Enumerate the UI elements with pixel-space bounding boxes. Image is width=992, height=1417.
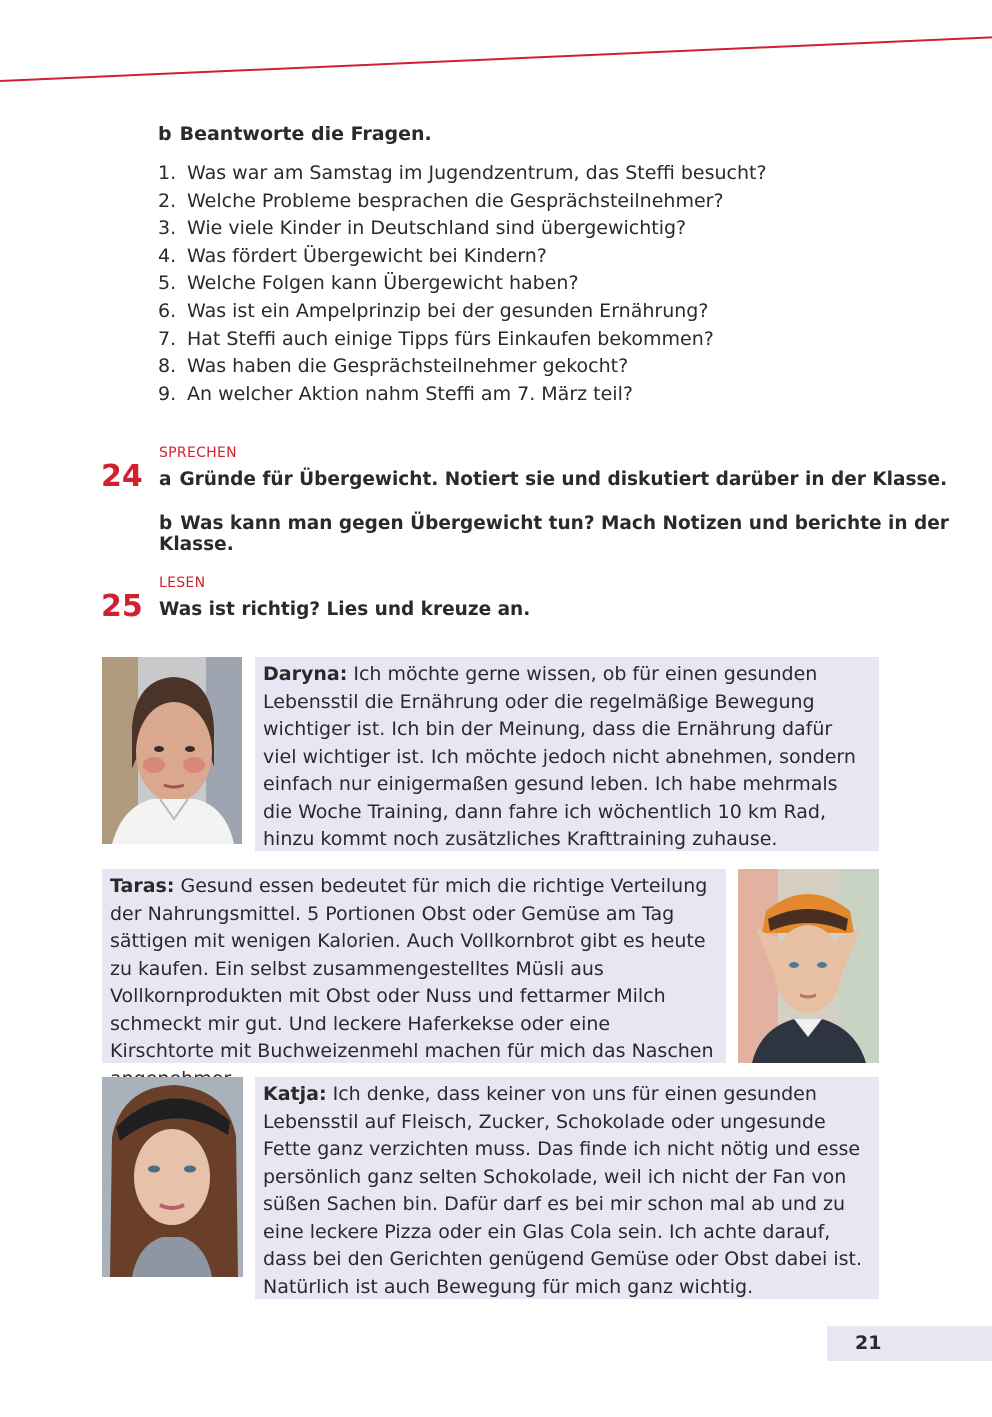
portrait-image (102, 1077, 243, 1277)
question-number: 9. (158, 382, 177, 405)
daryna-card (255, 657, 879, 851)
header-rule (0, 35, 992, 82)
daryna-photo (102, 657, 242, 844)
list-item (158, 215, 767, 243)
section-b-label: b (158, 123, 172, 145)
question-list (158, 160, 767, 408)
task-text: Gründe für Übergewicht. Notiert sie und diskutiert darüber in der Klasse. (179, 469, 948, 490)
daryna-text: Ich möchte gerne wissen, ob für einen gesunden Lebensstil die Ernährung oder die regelmäßige Bewegung wichtiger ist. Ich bin der Meinung, dass die Ernährung dafür viel wichtiger ist. Ich möchte jedoch nicht abnehmen, sondern einfach nur einigermaßen gesund leben. Ich habe mehrmals die Woche Training, dann fahre ich wöchentlich 10 km Rad, hinzu kommt noch zusätzliches Krafttraining zuhause. (263, 663, 856, 850)
task-25: Was ist richtig? Lies und kreuze an. (159, 599, 531, 620)
task-label: a (159, 469, 172, 490)
exercise-number-24: 24 (101, 459, 143, 494)
taras-photo (738, 869, 879, 1063)
katja-text: Ich denke, dass keiner von uns für einen gesunden Lebensstil auf Fleisch, Zucker, Schokolade oder ungesunde Fette ganz verzichten muss. Das finde ich nicht nötig und esse persönlich ganz selten Schokolade, weil ich nicht der Fan von süßen Sachen bin. Dafür darf es bei mir schon mal ab und zu eine leckere Pizza oder ein Glas Cola sein. Ich achte darauf, dass bei den Gerichten genügend Gemüse oder Obst dabei ist. Natürlich ist auch Bewegung für mich ganz wichtig. (263, 1083, 863, 1298)
section-b-title: Beantworte die Fragen. (179, 123, 432, 145)
list-item (158, 160, 767, 188)
question-number: 1. (158, 162, 177, 184)
katja-card (255, 1077, 879, 1299)
page-number-box (827, 1326, 992, 1361)
exercise-number-25: 25 (101, 589, 143, 624)
section-tag-sprechen: SPRECHEN (159, 445, 237, 461)
task-label: b (159, 513, 173, 534)
katja-photo (102, 1077, 243, 1277)
task-24a (159, 469, 947, 490)
question-text: Welche Probleme besprachen die Gesprächsteilnehmer? (187, 189, 724, 212)
question-text: Was haben die Gesprächsteilnehmer gekocht? (187, 355, 629, 378)
katja-name: Katja: (263, 1083, 327, 1105)
taras-card (102, 869, 726, 1063)
question-text: Hat Steffi auch einige Tipps fürs Einkaufen bekommen? (187, 327, 714, 350)
list-item (158, 353, 767, 381)
taras-name: Taras: (110, 875, 175, 897)
question-number: 4. (158, 244, 177, 267)
taras-text: Gesund essen bedeutet für mich die richtige Verteilung der Nahrungsmittel. 5 Portionen Obst oder Gemüse am Tag sättigen mit wenigen Kalorien. Auch Vollkornbrot gibt es heute zu kaufen. Ein selbst zusammengestelltes Müsli aus Vollkornprodukten mit Obst oder Nuss und fettarmer Milch schmeckt mir gut. Und leckere Haferkekse oder eine Kirschtorte mit Buchweizenmehl machen für mich das Naschen (110, 875, 714, 1062)
list-item (158, 298, 767, 326)
question-text: Was war am Samstag im Jugendzentrum, das Steffi besucht? (187, 162, 767, 184)
section-b-heading (158, 123, 432, 145)
list-item (158, 381, 767, 409)
question-number: 7. (158, 327, 177, 350)
list-item (158, 188, 767, 216)
list-item (158, 270, 767, 298)
question-text: Wie viele Kinder in Deutschland sind übergewichtig? (187, 217, 687, 240)
question-text: Welche Folgen kann Übergewicht haben? (187, 272, 579, 295)
portrait-image (738, 869, 879, 1063)
task-24b (159, 513, 992, 555)
question-number: 2. (158, 189, 177, 212)
daryna-name: Daryna: (263, 663, 348, 685)
portrait-image (102, 657, 242, 844)
section-tag-lesen: LESEN (159, 575, 206, 591)
question-number: 3. (158, 217, 177, 240)
task-text: Was kann man gegen Übergewicht tun? Mach Notizen und berichte in der Klasse. (159, 513, 949, 555)
question-text: Was fördert Übergewicht bei Kindern? (187, 244, 547, 267)
question-number: 5. (158, 272, 177, 295)
question-number: 6. (158, 299, 177, 322)
question-number: 8. (158, 355, 177, 378)
page-number: 21 (855, 1332, 882, 1354)
list-item (158, 243, 767, 271)
list-item (158, 326, 767, 354)
question-text: An welcher Aktion nahm Steffi am 7. März teil? (187, 382, 633, 405)
question-text: Was ist ein Ampelprinzip bei der gesunden Ernährung? (187, 299, 709, 322)
